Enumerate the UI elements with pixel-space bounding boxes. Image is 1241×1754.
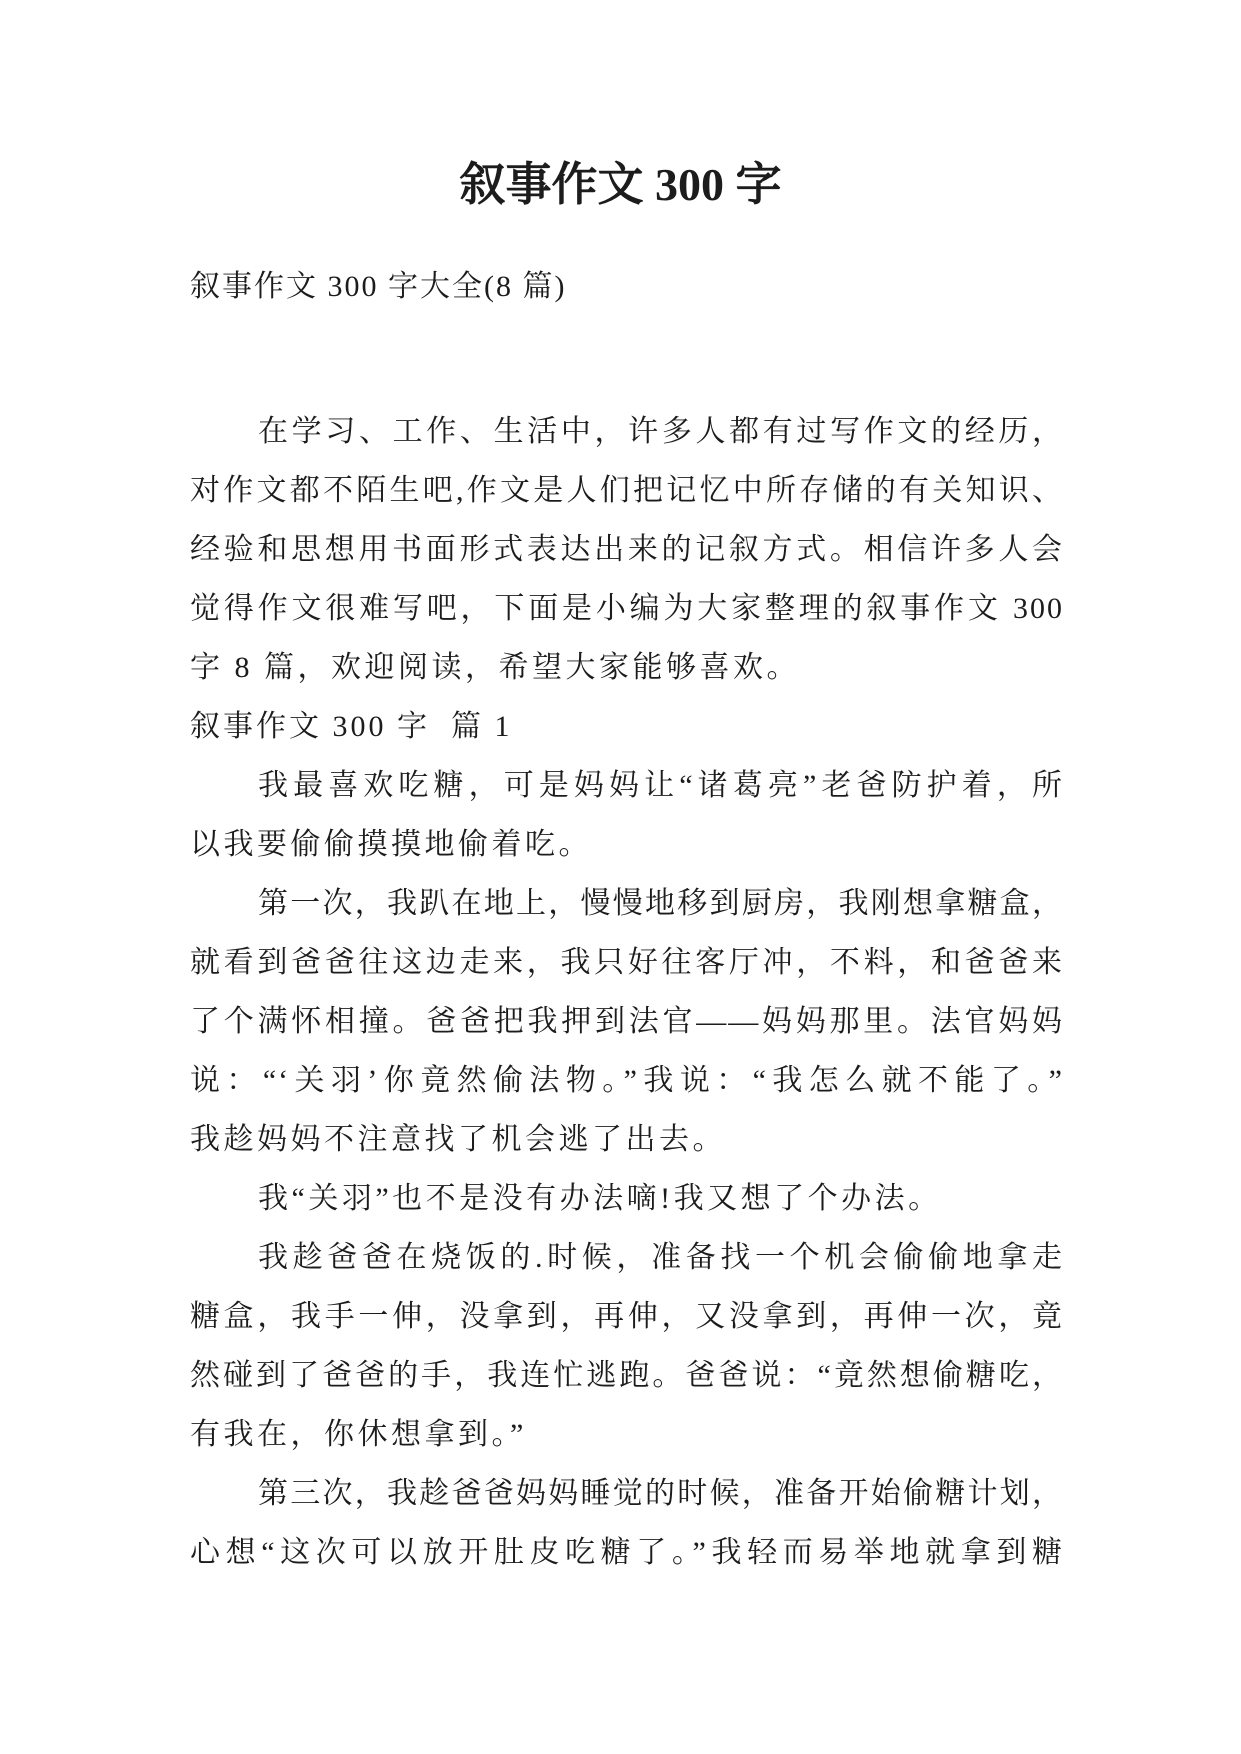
paragraph-line: 就看到爸爸往这边走来，我只好往客厅冲，不料，和爸爸来 xyxy=(190,946,1064,979)
paragraph-line: 我趁爸爸在烧饭的.时候，准备找一个机会偷偷地拿走 xyxy=(258,1241,1064,1274)
paragraph-line: 我“关羽”也不是没有办法嘀!我又想了个办法。 xyxy=(258,1182,942,1215)
paragraph-line: 第三次，我趁爸爸妈妈睡觉的时候，准备开始偷糖计划， xyxy=(258,1477,1064,1510)
paragraph-line: 在学习、工作、生活中，许多人都有过写作文的经历， xyxy=(258,415,1064,448)
paragraph-line: 对作文都不陌生吧,作文是人们把记忆中所存储的有关知识、 xyxy=(190,474,1064,507)
story-paragraph-2 xyxy=(190,874,1064,1169)
paragraph-line: 我最喜欢吃糖，可是妈妈让“诸葛亮”老爸防护着，所 xyxy=(258,769,1064,802)
paragraph-line: 我趁妈妈不注意找了机会逃了出去。 xyxy=(190,1123,726,1156)
document-title: 叙事作文 300 字 xyxy=(459,159,782,210)
story-paragraph-1 xyxy=(190,756,1064,874)
paragraph-line: 字 8 篇，欢迎阅读，希望大家能够喜欢。 xyxy=(190,651,800,684)
paragraph-line: 说：“‘关羽’你竟然偷法物。”我说：“我怎么就不能了。” xyxy=(190,1064,1064,1097)
document-subtitle: 叙事作文 300 字大全(8 篇) xyxy=(190,270,567,303)
paragraph-line: 有我在，你休想拿到。” xyxy=(190,1418,527,1451)
paragraph-line: 然碰到了爸爸的手，我连忙逃跑。爸爸说：“竟然想偷糖吃， xyxy=(190,1359,1064,1392)
paragraph-line: 糖盒，我手一伸，没拿到，再伸，又没拿到，再伸一次，竟 xyxy=(190,1300,1064,1333)
story-paragraph-3 xyxy=(190,1169,1064,1228)
document-body xyxy=(190,402,1064,1582)
intro-paragraph xyxy=(190,402,1064,697)
paragraph-line: 觉得作文很难写吧，下面是小编为大家整理的叙事作文 300 xyxy=(190,592,1064,625)
paragraph-line: 了个满怀相撞。爸爸把我押到法官——妈妈那里。法官妈妈 xyxy=(190,1005,1064,1038)
paragraph-line: 心想“这次可以放开肚皮吃糖了。”我轻而易举地就拿到糖 xyxy=(190,1536,1064,1569)
paragraph-line: 经验和思想用书面形式表达出来的记叙方式。相信许多人会 xyxy=(190,533,1064,566)
paragraph-line: 以我要偷偷摸摸地偷着吃。 xyxy=(190,828,592,861)
story-paragraph-4 xyxy=(190,1228,1064,1464)
story-paragraph-5 xyxy=(190,1464,1064,1582)
paragraph-line: 第一次，我趴在地上，慢慢地移到厨房，我刚想拿糖盒， xyxy=(258,887,1064,920)
section-heading: 叙事作文 300 字 篇 1 xyxy=(190,710,513,743)
